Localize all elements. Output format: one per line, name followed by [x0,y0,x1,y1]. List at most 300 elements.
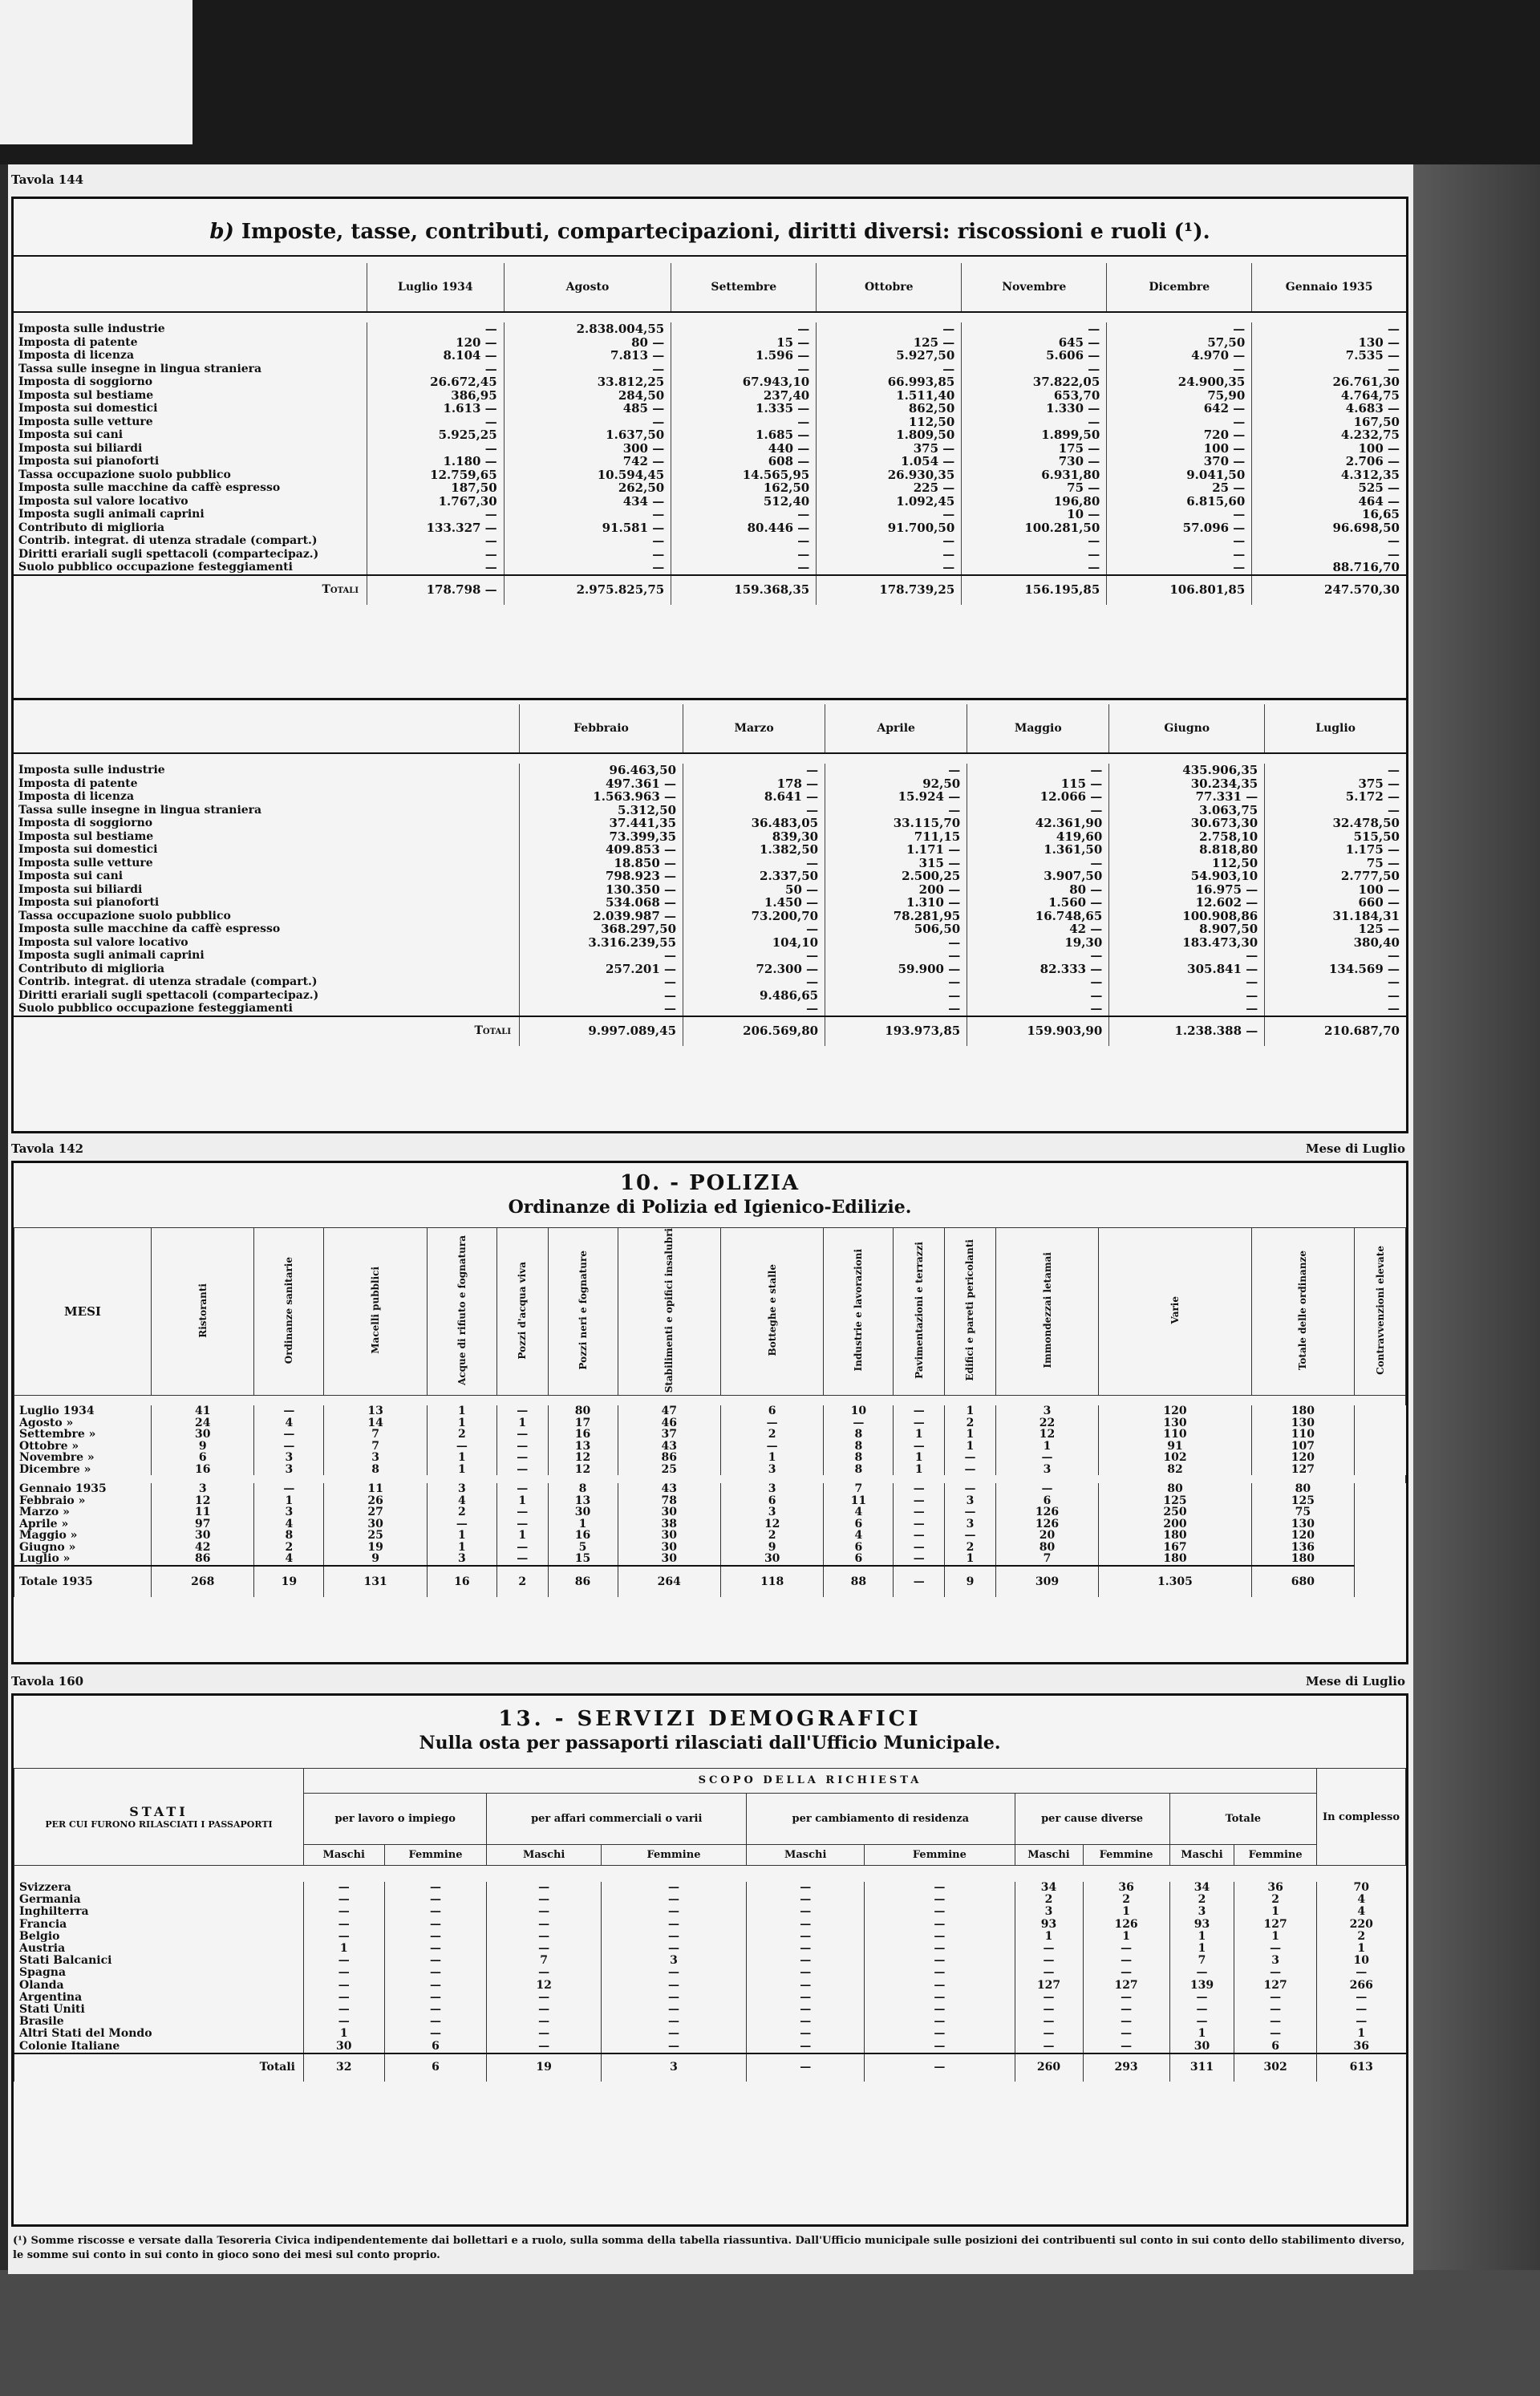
cell-value: 1.767,30 [367,495,505,509]
country-label: Altri Stati del Mondo [14,2028,304,2040]
cell-value: 220 [1317,1919,1406,1931]
table-row [14,1894,1406,1906]
servizi-title: 13. - SERVIZI DEMOGRAFICI [498,1707,922,1731]
cell-value: 1 [894,1464,945,1476]
cell-value: — [865,1906,1015,1918]
total-value: 159.903,90 [967,1016,1109,1046]
total-value: 613 [1317,2053,1406,2082]
cell-value: 3 [1234,1955,1317,1967]
month-header: Aprile [825,704,967,753]
cell-value: 4.312,35 [1252,468,1406,482]
cell-value: — [504,508,671,521]
cell-value: — [520,1002,683,1016]
cell-value: 120 [1099,1405,1251,1417]
total-value: 19 [254,1566,324,1597]
totals-label: Totali [14,2053,304,2082]
cell-value: — [487,1931,601,1943]
cell-value: 9.486,65 [683,989,825,1003]
table-row [14,2028,1406,2040]
cell-value: 14.565,95 [671,468,817,482]
cell-value: 26.930,35 [817,468,962,482]
cell-value: — [1234,1967,1317,1979]
cell-value: 12.602 — [1109,896,1265,910]
cell-value: 730 — [962,455,1107,468]
cell-value: 80 [995,1542,1098,1554]
cell-value: — [671,508,817,521]
cell-value: 1 [945,1429,996,1441]
table-row [14,416,1406,429]
cell-value: 115 — [967,777,1109,791]
total-value: 6 [384,2053,487,2082]
cell-value: 82.333 — [967,963,1109,976]
cell-value: 5 [548,1542,618,1554]
cell-value: — [1083,2028,1169,2040]
cell-value: 419,60 [967,830,1109,844]
cell-value: 2.039.987 — [520,910,683,923]
total-value: 311 [1169,2053,1234,2082]
cell-value: — [1252,548,1406,561]
table-row [14,389,1406,403]
cell-value: — [967,764,1109,777]
total-value: 193.973,85 [825,1016,967,1046]
cell-value: 30 [548,1506,618,1518]
cell-value: 4 [824,1530,894,1542]
cell-value: 6 [384,2041,487,2053]
table-row [14,521,1406,535]
month-header: Dicembre [1107,263,1252,312]
cell-value: 12 [995,1429,1098,1441]
cell-value: 1 [496,1495,548,1507]
cell-value: — [1252,322,1406,336]
cell-value: — [962,322,1107,336]
cell-value: — [1265,804,1406,817]
cell-value: 1.335 — [671,402,817,416]
row-label: Imposta sulle vetture [18,856,153,870]
cell-value: — [367,534,505,548]
cell-value: 96.698,50 [1252,521,1406,535]
cell-value: — [384,1955,487,1967]
cell-value: 36 [1083,1882,1169,1894]
scopo-group-header: per lavoro o impiego [304,1793,487,1844]
cell-value: 13 [548,1441,618,1453]
table-row [14,455,1406,468]
cell-value: 8 [254,1530,324,1542]
cell-value: 15.924 — [825,790,967,804]
scan-dark-margin-right [1412,164,1540,2396]
cell-value: — [894,1483,945,1495]
cell-value: 8.104 — [367,349,505,363]
polizia-column-label: Botteghe e stalle [766,1264,778,1356]
cell-value: 2 [1015,1894,1083,1906]
scopo-group-header: Totale [1169,1793,1316,1844]
row-label: Diritti erariali sugli spettacoli (compartecipaz.) [18,547,319,561]
cell-value: 386,95 [367,389,505,403]
cell-value: 1 [548,1518,618,1530]
totals-row [14,1566,1406,1597]
cell-value: — [1252,363,1406,376]
table-row [14,764,1406,777]
scopo-group-header: per affari commerciali o varii [487,1793,747,1844]
cell-value: — [683,804,825,817]
cell-value: — [1083,1967,1169,1979]
cell-value: — [1107,534,1252,548]
cell-value: 1.899,50 [962,428,1107,442]
total-value: 293 [1083,2053,1169,2082]
cell-value: 3 [1015,1906,1083,1918]
table-row [14,2016,1406,2028]
cell-value: 136 [1251,1542,1354,1554]
total-value: 260 [1015,2053,1083,2082]
cell-value: 37 [618,1429,720,1441]
cell-value: 16 [152,1464,254,1476]
cell-value: 180 [1099,1553,1251,1566]
polizia-column-label: Ristoranti [197,1283,209,1338]
row-label: Imposta sul bestiame [18,829,154,843]
cell-value: — [894,1506,945,1518]
table-row [14,322,1406,336]
cell-value: 440 — [671,442,817,456]
cell-value: — [1252,534,1406,548]
table-row [14,883,1406,897]
cell-value: — [825,936,967,950]
cell-value: — [1234,1992,1317,2004]
cell-value: 8.907,50 [1109,922,1265,936]
polizia-column-label: Immondezzai letamai [1041,1252,1053,1368]
cell-value: 130 [1099,1417,1251,1429]
cell-value: — [894,1518,945,1530]
cell-value: 300 — [504,442,671,456]
cell-value: — [1083,1992,1169,2004]
total-value: 86 [548,1566,618,1597]
month-label: Marzo » [14,1506,152,1518]
cell-value: — [1109,1002,1265,1016]
cell-value: 102 [1099,1452,1251,1464]
cell-value: — [720,1441,823,1453]
cell-value: — [865,2028,1015,2040]
cell-value: — [496,1405,548,1417]
cell-value: — [1169,2004,1234,2016]
cell-value: — [1015,1992,1083,2004]
cell-value: — [945,1483,996,1495]
cell-value: — [962,534,1107,548]
row-label: Imposta sulle macchine da caffè espresso [18,481,281,494]
cell-value: 36.483,05 [683,817,825,830]
cell-value: 742 — [504,455,671,468]
row-label: Imposta di patente [18,776,138,790]
cell-value: — [747,1943,865,1955]
cell-value: 127 [1015,1980,1083,1992]
cell-value: 8 [824,1464,894,1476]
cell-value: 2 [254,1542,324,1554]
country-label: Spagna [14,1967,304,1979]
cell-value: 110 [1099,1429,1251,1441]
cell-value: 127 [1251,1464,1354,1476]
cell-value: 80.446 — [671,521,817,535]
cell-value: — [747,1980,865,1992]
cell-value: — [683,922,825,936]
cell-value: 86 [618,1452,720,1464]
cell-value: — [487,1906,601,1918]
cell-value: — [865,1943,1015,1955]
cell-value: 8.641 — [683,790,825,804]
cell-value: — [496,1452,548,1464]
month-label: Dicembre » [14,1464,152,1476]
cell-value: 178 — [683,777,825,791]
cell-value: — [304,1882,385,1894]
cell-value: 22 [995,1417,1098,1429]
cell-value: 36 [1234,1882,1317,1894]
table-row [14,1518,1406,1530]
cell-value: — [671,363,817,376]
total-value: 88 [824,1566,894,1597]
cell-value: — [962,561,1107,575]
cell-value: 50 — [683,883,825,897]
cell-value: 3 [720,1483,823,1495]
cell-value: 200 — [825,883,967,897]
cell-value: — [384,1906,487,1918]
total-value: — [865,2053,1015,2082]
cell-value: — [865,1919,1015,1931]
cell-value: 1.563.963 — [520,790,683,804]
cell-value: 196,80 [962,495,1107,509]
cell-value: 4 [1317,1894,1406,1906]
cell-value: 93 [1169,1919,1234,1931]
cell-value: 139 [1169,1980,1234,1992]
table-row [14,1417,1406,1429]
in-complesso-header: In complesso [1317,1769,1406,1866]
cell-value: — [1015,2028,1083,2040]
cell-value: 18.850 — [520,857,683,870]
cell-value: 1 [304,1943,385,1955]
table-row [14,1464,1406,1476]
cell-value: 237,40 [671,389,817,403]
table-row [14,804,1406,817]
cell-value: 42 — [967,922,1109,936]
cell-value: — [304,1919,385,1931]
row-label: Imposta sugli animali caprini [18,508,205,521]
polizia-column-header [995,1228,1098,1396]
total-value: 2.975.825,75 [504,575,671,605]
table-row [14,817,1406,830]
cell-value: — [601,1943,746,1955]
cell-value: 80 — [504,336,671,350]
cell-value: — [601,1906,746,1918]
cell-value: 250 [1099,1506,1251,1518]
table-row [14,402,1406,416]
cell-value: 4 [254,1417,324,1429]
total-value: 106.801,85 [1107,575,1252,605]
cell-value: 435.906,35 [1109,764,1265,777]
table-row [14,1495,1406,1507]
cell-value: — [865,2004,1015,2016]
month-label: Luglio » [14,1553,152,1566]
cell-value: — [304,2004,385,2016]
cell-value: 534.068 — [520,896,683,910]
cell-value: — [962,416,1107,429]
cell-value: — [747,1931,865,1943]
cell-value: — [487,1919,601,1931]
cell-value: — [601,1894,746,1906]
table-row [14,963,1406,976]
cell-value: 1 [894,1452,945,1464]
cell-value: — [1083,2004,1169,2016]
cell-value: 1.361,50 [967,843,1109,857]
table-row [14,830,1406,844]
total-value: 206.569,80 [683,1016,825,1046]
cell-value: 3.907,50 [967,870,1109,883]
cell-value: 126 [1083,1919,1169,1931]
month-label: Ottobre » [14,1441,152,1453]
cell-value: 30.673,30 [1109,817,1265,830]
cell-value: 75 — [1265,857,1406,870]
cell-value: — [601,1967,746,1979]
cell-value: — [520,975,683,989]
cell-value: 80 [1099,1483,1251,1495]
table-row [14,2004,1406,2016]
tavola-142-label: Tavola 142 [11,1141,84,1156]
cell-value: 3.063,75 [1109,804,1265,817]
cell-value: 125 [1099,1495,1251,1507]
total-value: 3 [601,2053,746,2082]
cell-value: — [487,2028,601,2040]
cell-value: 2 [720,1429,823,1441]
month-header: Luglio 1934 [367,263,505,312]
cell-value: 9 [152,1441,254,1453]
cell-value: — [683,949,825,963]
country-label: Belgio [14,1931,304,1943]
scan-dark-margin-bottom [0,2270,1540,2396]
total-value: — [894,1566,945,1597]
cell-value: 7.535 — [1252,349,1406,363]
cell-value: 1.330 — [962,402,1107,416]
cell-value: 1 [945,1441,996,1453]
table-row [14,428,1406,442]
cell-value: 30 [324,1518,427,1530]
table-row [14,1992,1406,2004]
polizia-column-header [618,1228,720,1396]
cell-value: — [747,2028,865,2040]
polizia-column-header [152,1228,254,1396]
cell-value: 133.327 — [367,521,505,535]
cell-value: — [1107,561,1252,575]
table-row [14,375,1406,389]
total-value: 9.997.089,45 [520,1016,683,1046]
cell-value: 2.758,10 [1109,830,1265,844]
cell-value: — [384,1882,487,1894]
row-label: Imposta sui cani [18,870,124,882]
imposte-table-first-half [14,263,1406,605]
servizi-stati-header [14,1769,304,1866]
cell-value: 187,50 [367,481,505,495]
cell-value: — [504,416,671,429]
cell-value: 5.606 — [962,349,1107,363]
cell-value: 126 [995,1518,1098,1530]
spacer-row [14,1396,1406,1406]
cell-value: 4 [427,1495,496,1507]
cell-value: 8 [824,1429,894,1441]
polizia-column-label: Macelli pubblici [370,1267,382,1355]
total-value: 9 [945,1566,996,1597]
cell-value: — [995,1483,1098,1495]
row-label: Tassa sulle insegne in lingua straniera [18,362,262,375]
table-row [14,1441,1406,1453]
imposte-divider [14,698,1406,700]
cell-value: — [747,1894,865,1906]
cell-value: 862,50 [817,402,962,416]
cell-value: 2 [1317,1931,1406,1943]
cell-value: — [683,857,825,870]
tavola-144-label: Tavola 144 [11,172,84,187]
cell-value: 80 [1251,1483,1354,1495]
cell-value: — [1083,1943,1169,1955]
month-header: Luglio [1265,704,1406,753]
cell-value: 16.975 — [1109,883,1265,897]
totals-row [14,1016,1406,1046]
cell-value: — [254,1441,324,1453]
row-label: Imposta di licenza [18,790,135,803]
cell-value: 1.511,40 [817,389,962,403]
polizia-subtitle: Ordinanze di Polizia ed Igienico-Edilizie. [508,1197,912,1218]
cell-value: — [967,857,1109,870]
cell-value: 59.900 — [825,963,967,976]
stati-sublabel: PER CUI FURONO RILASCIATI I PASSAPORTI [45,1819,273,1830]
cell-value: 1 [995,1441,1098,1453]
scopo-header: SCOPO DELLA RICHIESTA [304,1769,1317,1794]
cell-value: — [1234,2016,1317,2028]
cell-value: — [1107,548,1252,561]
cell-value: — [747,2004,865,2016]
cell-value: — [683,1002,825,1016]
tavola-160-label: Tavola 160 [11,1674,84,1689]
row-label: Imposta sulle macchine da caffè espresso [18,922,281,935]
totals-label: Totale 1935 [14,1566,152,1597]
cell-value: — [817,508,962,521]
footnote: (¹) Somme riscosse e versate dalla Tesoreria Civica indipendentemente dai bollettari e a ruolo, sulla somma della tabella riassuntiva. Dall'Ufficio municipale sulle posizioni dei contribuenti sul conto in sui conto dello stabilimento diverso, le somme sui conto in sui conto in gioco sono dei mesi sul conto proprio. [13,2235,1405,2261]
cell-value: — [384,1992,487,2004]
cell-value: 125 — [1265,922,1406,936]
cell-value: — [894,1553,945,1566]
femmine-header: Femmine [865,1844,1015,1865]
cell-value: — [894,1530,945,1542]
cell-value: 42.361,90 [967,817,1109,830]
cell-value: 5.927,50 [817,349,962,363]
cell-value: — [496,1483,548,1495]
cell-value: 183.473,30 [1109,936,1265,950]
cell-value: — [671,416,817,429]
month-header: Maggio [967,704,1109,753]
cell-value: — [967,804,1109,817]
cell-value: 75 [1251,1506,1354,1518]
cell-value: 645 — [962,336,1107,350]
cell-value: 1 [1169,1931,1234,1943]
cell-value: 93 [1015,1919,1083,1931]
cell-value: 1.175 — [1265,843,1406,857]
cell-value: 24.900,35 [1107,375,1252,389]
row-label: Imposta sul valore locativo [18,935,188,949]
cell-value: 315 — [825,857,967,870]
cell-value: — [520,989,683,1003]
cell-value: — [487,1882,601,1894]
cell-value: 120 [1251,1530,1354,1542]
row-label: Imposta di soggiorno [18,375,153,388]
cell-value: 72.300 — [683,963,825,976]
cell-value: 4 [254,1518,324,1530]
table-row [14,870,1406,883]
cell-value: 17 [548,1417,618,1429]
table-row [14,481,1406,495]
scan-light-corner [0,0,192,144]
table-row [14,1452,1406,1464]
